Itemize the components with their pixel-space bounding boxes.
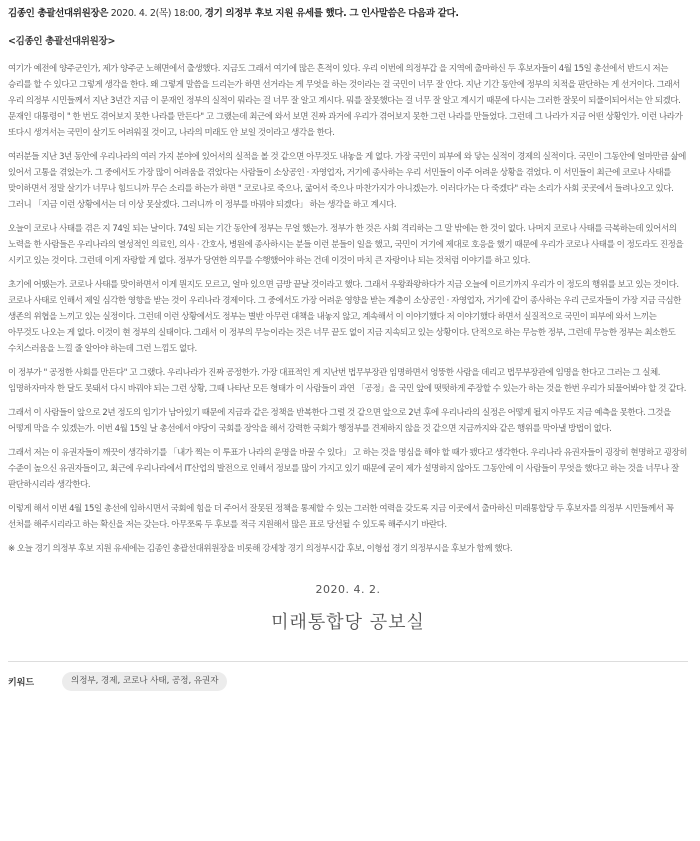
headline [8,0,688,21]
body-paragraph: 여러분들 지난 3년 동안에 우리나라의 여러 가지 분야에 있어서의 실적을 볼 것 같으면 아무것도 내놓을 게 없다. 가장 국민이 피부에 와 닿는 실적이 경제의 실적이다. 국민이 그동안에 얼마만큼 삶에 있어서 고통을 겪었는가. 그 중에서도 가장 많이 어려움을 겪었다는 사람들이 소상공인 · 자영업자, 거기에 종사하는 우리 서민들이 아주 어려운 상황을 겪었다. 이 서민들이 최근에 코로나 사태를 맞이하면서 정말 살기가 너무나 힘드니까 무슨 소리를 하는가 하면 " 코로나로 죽으나, 굶어서 죽으나 마찬가지가 아니겠는가. 이러다가는 다 죽겠다" 라는 소리가 사회 곳곳에서 들려나오고 있다. 그러니 「지금 이런 상황에서는 더 이상 못살겠다. 그러니까 이 정부를 바꿔야 되겠다」 하는 생각을 하고 계시다. [8,152,686,210]
release-date: 2020. 4. 2. [315,583,381,596]
keywords-label: 키워드 [8,678,35,688]
body-paragraph: 그래서 저는 이 유권자들이 깨끗이 생각하기를 「내가 찍는 이 투표가 나라의 운명을 바꿀 수 있다」 고 하는 것을 명심을 해야 할 때가 됐다고 생각한다. 우리나라 유권자들이 굉장히 현명하고 굉장히 수준이 높으신 유권자들이고, 최근에 우리나라에서 IT산업의 발전으로 인해서 정보를 많이 가지고 있기 때문에 굳이 제가 설명하지 않아도 그동안에 이 사람들이 무엇을 했다고 하는 것을 너무나 잘 판단하시리라 생각한다. [8,448,688,490]
speaker-heading: <김종인 총괄선대위원장> [8,36,116,47]
keywords-row [8,662,688,691]
headline-speaker: 김종인 총괄선대위원장은 [8,8,109,19]
headline-datetime: 2020. 4. 2(목) 18:00, [108,8,205,19]
body-paragraph: 그래서 이 사람들이 앞으로 2년 정도의 임기가 남아있기 때문에 지금과 같은 정책을 반복한다 그럴 것 같으면 앞으로 2년 후에 우리나라의 실정은 어떻게 될지 아무도 지금 예측을 못한다. 그것을 어떻게 막을 수 있겠는가. 이번 4월 15일 날 총선에서 야당이 국회를 장악을 해서 강력한 국회가 행정부를 견제하지 않을 것 같으면 지금까지와 같은 행위를 막아낼 방법이 없다. [8,408,671,434]
press-office: 미래통합당 공보실 [271,612,425,633]
note-paragraph: ※ 오늘 경기 의정부 후보 지원 유세에는 김종인 총괄선대위원장을 비롯해 강세창 경기 의정부시갑 후보, 이형섭 경기 의정부시을 후보가 함께 했다. [8,544,513,554]
body-paragraph: 오늘이 코로나 사태를 겪은 지 74일 되는 날이다. 74일 되는 기간 동안에 정부는 무얼 했는가. 정부가 한 것은 사회 격리하는 그 말 밖에는 한 것이 없다. 나머지 코로나 사태를 극복하는데 있어서의 노력을 한 사람들은 우리나라의 열성적인 의료인, 의사 · 간호사, 병원에 종사하시는 분들 이런 분들이 일을 했고, 국민이 거기에 제대로 호응을 했기 때문에 우리가 코로나 사태를 이 정도라도 진정을 시키고 있는 것이다. 그런데 이게 자랑할 게 없다. 정부가 당연한 의무를 수행했어야 하는 건데 이것이 마치 큰 자랑이나 되는 것처럼 이야기를 하고 있다. [8,224,684,266]
body-paragraph: 이 정부가 " 공정한 사회를 만든다" 고 그랬다. 우리나라가 진짜 공정한가. 가장 대표적인 게 지난번 법무부장관 임명하면서 엉뚱한 사람을 데리고 법무부장관에 임명을 한다고 그러는 그 실체. 임명하자마자 한 달도 못돼서 다시 바꿔야 되는 그런 상황, 그때 나타난 모든 형태가 이 사람들이 과연 「공정」을 국민 앞에 떳떳하게 주장할 수 있는가 하는 것을 한번 우리가 되물어봐야 할 것 같다. [8,368,687,394]
headline-event: 경기 의정부 후보 지원 유세를 했다. 그 인사말씀은 다음과 같다. [204,8,459,19]
body-paragraph: 초기에 어땠는가. 코로나 사태를 맞이하면서 이게 뭔지도 모르고, 얼마 있으면 금방 끝날 것이라고 했다. 그래서 우왕좌왕하다가 지금 오늘에 이르기까지 우리가 이 정도의 행위를 보고 있는 것이다. 코로나 사태로 인해서 제일 심각한 영향을 받는 것이 우리나라 경제이다. 그 중에서도 가장 어려운 영향을 받는 계층이 소상공인 · 자영업자, 거기에 같이 종사하는 우리 근로자들이 가장 지금 극심한 생존의 위협을 느끼고 있는 실정이다. 그런데 이런 상황에서도 정부는 별반 아무런 대책을 내놓지 않고, 계속해서 이 이야기했다 저 이야기했다 하면서 실질적으로 국민이 피부에 와서 느끼는 아무것도 나오는 게 없다. 이것이 현 정부의 실태이다. 그래서 이 정부의 무능이라는 것은 너무 끝도 없이 지금 지속되고 있는 상황이다. 단적으로 하는 무능한 정부, 그런데 무능한 정부는 최소한도 수치스러움을 느낄 줄 알아야 하는데 그런 느낌도 없다. [8,280,681,354]
keyword-tag[interactable]: 의정부, 경제, 코로나 사태, 공정, 유권자 [62,672,227,691]
body-paragraph: 여기가 예전에 양주군인가, 제가 양주군 노해면에서 출생했다. 지금도 그래서 여기에 많은 흔적이 있다. 우리 이번에 의정부갑 을 지역에 출마하신 두 후보자들이 4월 15일 총선에서 반드시 저는 승리를 할 수 있다고 그렇게 생각을 한다. 왜 그렇게 말씀을 드리는가 하면 선거라는 게 무엇을 하는 것이라는 걸 국민이 너무 잘 안다. 지난 기간 동안에 정부의 치적을 판단하는 게 선거이다. 그래서 우리 의정부 시민들께서 지난 3년간 지금 이 문재인 정부의 실적이 뭐라는 걸 너무 잘 알고 계시다. 뭐를 잘못했다는 걸 너무 잘 알고 계시기 때문에 다시는 그러한 잘못이 되풀이되어서는 안 되겠다. 문재인 대통령이 " 한 번도 겪어보지 못한 나라를 만든다" 고 그랬는데 최근에 와서 보면 진짜 과거에 우리가 겪어보지 못한 그런 나라를 만들었다. 그런데 그 나라가 지금 어떤 상황인가. 이런 나라가 또다시 생겨서는 국민이 살기도 어려워질 것이고, 나라의 미래도 안 보일 것이라고 생각을 한다. [8,64,683,138]
body-paragraph: 이렇게 해서 이번 4월 15일 총선에 임하시면서 국회에 힘을 더 주어서 잘못된 정책을 통제할 수 있는 그러한 여력을 갖도록 지금 이곳에서 출마하신 미래통합당 두 후보자를 의정부 시민들께서 꼭 선처를 해주시리라고 하는 확신을 저는 갖는다. 아무쪼록 두 후보를 적극 지원해서 많은 표로 당선될 수 있도록 해주시기 바란다. [8,504,674,530]
